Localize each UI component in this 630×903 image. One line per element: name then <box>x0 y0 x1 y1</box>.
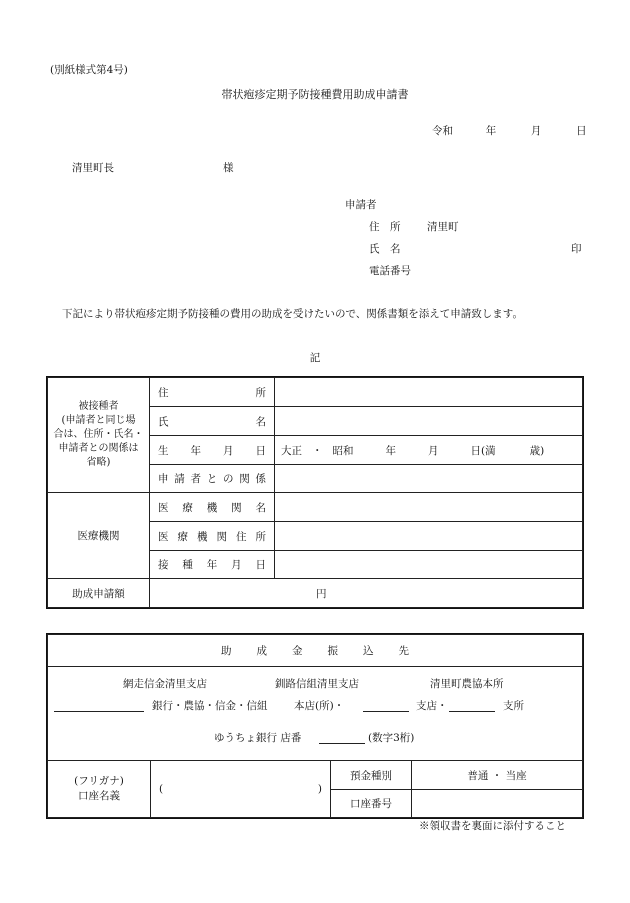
bank-options <box>48 667 583 761</box>
recipient-table <box>47 377 583 608</box>
sub-branch-label: 支所 <box>503 700 524 712</box>
applicant-address-value: 清里町 <box>427 221 459 233</box>
account-type-options[interactable]: 普通 ・ 当座 <box>412 761 583 790</box>
institution-types: 銀行・農協・信金・信組 <box>152 700 268 712</box>
account-number-label: 口座番号 <box>331 790 412 818</box>
honorific: 様 <box>223 162 234 174</box>
applicant-phone-label: 電話番号 <box>369 265 411 277</box>
main-branch-blank[interactable] <box>363 699 409 712</box>
applicant-heading: 申請者 <box>345 199 377 211</box>
applicant-name-label: 氏 名 <box>369 243 401 255</box>
row-label-institution-address: 医 療 機 関 住 所 <box>150 522 275 551</box>
date-era: 令和 <box>432 125 453 137</box>
account-number-field[interactable] <box>412 790 583 818</box>
institution-address-field[interactable] <box>275 522 583 551</box>
applicant-address-label: 住 所 <box>369 221 401 233</box>
date-line <box>432 123 587 138</box>
birthdate-value: 大正 ・ 昭和 年 月 日(満 歳) <box>281 444 545 457</box>
row-label-vaccination-date: 接 種 年 月 日 <box>150 551 275 579</box>
row-label-birthdate: 生 年 月 日 <box>150 436 275 465</box>
seal-mark: 印 <box>571 243 582 255</box>
bank-section-heading: 助 成 金 振 込 先 <box>48 635 583 667</box>
account-holder-label: (フリガナ) 口座名義 <box>48 761 151 818</box>
request-statement: 下記により帯状疱疹定期予防接種の費用の助成を受けたいので、関係書類を添えて申請致します。 <box>62 308 523 320</box>
institution-group-label: 医療機関 <box>48 493 150 579</box>
account-holder-field[interactable] <box>151 761 331 818</box>
paren-open: ( <box>159 783 164 795</box>
addressee: 清里町長 <box>72 162 114 174</box>
row-label-address: 住 所 <box>150 378 275 407</box>
row-label-name: 氏 名 <box>150 407 275 436</box>
recipient-birthdate-field[interactable] <box>275 436 583 465</box>
form-number: (別紙様式第4号) <box>50 64 128 76</box>
recipient-relation-field[interactable] <box>275 465 583 493</box>
amount-field[interactable] <box>150 579 583 608</box>
date-day: 日 <box>576 125 587 137</box>
bank-option-ja[interactable]: 清里町農協本所 <box>430 678 504 690</box>
recipient-address-field[interactable] <box>275 378 583 407</box>
date-month: 月 <box>530 125 542 137</box>
branch-blank[interactable] <box>449 699 495 712</box>
bank-option-kushiro[interactable]: 釧路信組清里支店 <box>275 678 359 690</box>
receipt-footnote: ※領収書を裏面に添付すること <box>419 820 566 832</box>
vaccination-date-field[interactable] <box>275 551 583 579</box>
row-label-relation: 申 請 者 と の 関 係 <box>150 465 275 493</box>
yucho-label: ゆうちょ銀行 店番 <box>214 732 302 744</box>
main-branch-label: 本店(所)・ <box>294 700 345 712</box>
account-type-label: 預金種別 <box>331 761 412 790</box>
recipient-group-label: 被接種者 (申請者と同じ場 合は、住所・氏名・ 申請者との関係は 省略) <box>48 378 150 493</box>
bank-transfer-table <box>47 634 583 818</box>
date-year: 年 <box>485 125 497 137</box>
row-label-institution-name: 医 療 機 関 名 <box>150 493 275 522</box>
yucho-branch-blank[interactable] <box>319 731 365 744</box>
branch-label: 支店・ <box>416 700 448 712</box>
amount-label: 助成申請額 <box>48 579 150 608</box>
digits-note: (数字3桁) <box>368 732 415 744</box>
document-title: 帯状疱疹定期予防接種費用助成申請書 <box>221 88 409 101</box>
recipient-name-field[interactable] <box>275 407 583 436</box>
ki-heading: 記 <box>309 352 321 364</box>
paren-close: ) <box>317 783 322 795</box>
bank-name-blank[interactable] <box>54 699 144 712</box>
institution-name-field[interactable] <box>275 493 583 522</box>
bank-option-abashiri[interactable]: 網走信金清里支店 <box>123 678 207 690</box>
amount-unit: 円 <box>316 587 327 600</box>
